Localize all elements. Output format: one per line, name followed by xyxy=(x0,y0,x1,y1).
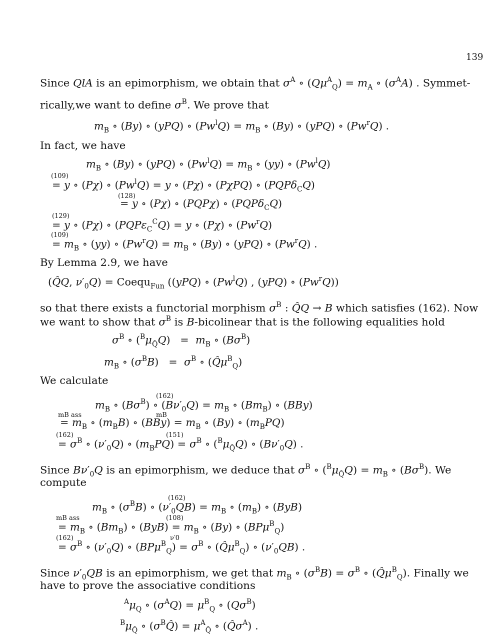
equation-tag: (151) xyxy=(166,431,184,439)
text-line: Since QlA is an epimorphism, we obtain that $\sigma^A$ ∘ $(Q\mu^A_Q) = m_A$ ∘ $(\sigma^AA)$ . Symmet- xyxy=(40,76,471,92)
equation-tag: (109) xyxy=(51,172,69,180)
equation-line: = $\sigma^B$ ∘ $(\nu'_0Q)$ ∘ $(m_BPQ) = \sigma^B$ ∘ $(^B\mu_{Q̂}Q)$ ∘ $(B\nu'_0Q)$ . xyxy=(58,437,304,453)
equation-line: (Q̂Q, $\nu'_0Q$) = Coequ$_{Fun}$ ((yPQ) ∘ (Pw$^l$Q) , (yPQ) ∘ (Pw$^r$Q)) xyxy=(48,275,339,291)
equation-line: = y ∘ (Pχ) ∘ (PQPε$_C^C$Q) = y ∘ (Pχ) ∘ (Pw$^r$Q) xyxy=(52,218,273,234)
equation-line: = $m_B$ ∘ (yy) ∘ $(Pw^rQ) = m_B$ ∘ (By) ∘ (yPQ) ∘ (Pw$^r$Q) . xyxy=(52,237,318,253)
text-line: Since $B\nu'_0Q$ is an epimorphism, we deduce that $\sigma^B$ ∘ $(^B\mu_{Q̂}Q) = m_B$ ∘ $(B\sigma^B)$. We xyxy=(40,463,452,479)
text-line: compute xyxy=(40,477,87,489)
text-line: In fact, we have xyxy=(40,140,126,152)
equation-tag: (128) xyxy=(118,192,136,200)
equation-line: = $m_B$ ∘ $(m_BB)$ ∘ $(BBy) = m_B$ ∘ (By) ∘ $(m_BPQ)$ xyxy=(60,417,285,432)
equation-tag: (162) xyxy=(156,392,174,400)
equation-tag: (162) xyxy=(168,494,186,502)
text-line: have to prove the associative conditions xyxy=(40,580,256,592)
equation-tag: (162) xyxy=(56,431,74,439)
equation-tag: (129) xyxy=(52,212,70,220)
equation-tag: mB xyxy=(156,411,167,419)
equation-line: = $\sigma^B$ ∘ $(\nu'_0Q)$ ∘ $(BP\mu^B_Q) = \sigma^B$ ∘ $(Q̂\mu^B_Q)$ ∘ $(\nu'_0QB)$ . xyxy=(58,540,306,556)
equation-line: $m_B$ ∘ $(B\sigma^B)$ ∘ $(B\nu'_0Q) = m_B$ ∘ $(Bm_B)$ ∘ (BBy) xyxy=(95,398,313,414)
text-line: so that there exists a functorial morphism $\sigma^B$ : Q̂Q → B which satisfies (162). Now xyxy=(40,301,479,315)
text-line: By Lemma 2.9, we have xyxy=(40,257,168,269)
equation-line: $\sigma^B$ ∘ $(^B\mu_{Q̂}Q) = m_B$ ∘ $(B\sigma^B)$ xyxy=(112,333,251,349)
equation-tag: mB ass xyxy=(58,411,82,419)
equation-line: $^A\mu_Q$ ∘ $(\sigma^AQ) = \mu^B_Q$ ∘ $(Q\sigma^B)$ xyxy=(124,598,256,614)
text-line: Since $\nu'_0QB$ is an epimorphism, we get that $m_B$ ∘ $(\sigma^BB) = \sigma^B$ ∘ $(Q̂\mu^B_Q)$. Finally we xyxy=(40,566,469,582)
equation-line: $m_B$ ∘ (By) ∘ (yPQ) ∘ $(Pw^lQ) = m_B$ ∘ (By) ∘ (yPQ) ∘ (Pw$^r$Q) . xyxy=(94,119,390,135)
equation-line: = y ∘ (Pχ) ∘ (PQPχ) ∘ (PQPδ$_C$Q) xyxy=(120,198,283,213)
text-line: we want to show that $\sigma^B$ is B-bicolinear that is the following equalities hold xyxy=(40,315,445,329)
text-line: We calculate xyxy=(40,375,109,387)
equation-tag: (108) xyxy=(166,514,184,522)
equation-line: = y ∘ (Pχ) ∘ $(Pw^lQ) = y$ ∘ (Pχ) ∘ (PχPQ) ∘ (PQPδ$_C$Q) xyxy=(52,178,315,194)
equation-line: $m_B$ ∘ (By) ∘ (yPQ) ∘ $(Pw^lQ) = m_B$ ∘ (yy) ∘ (Pw$^l$Q) xyxy=(86,157,331,173)
equation-line: $^B\mu_{Q̂}$ ∘ $(\sigma^BQ̂) = \mu^A_{Q̂}$ ∘ $(Q̂\sigma^A)$ . xyxy=(120,619,259,635)
equation-tag: mB ass xyxy=(56,514,80,522)
equation-tag: ν′0 xyxy=(170,534,180,542)
equation-line: $m_B$ ∘ $(\sigma^BB)$ ∘ $(\nu'_0QB) = m_B$ ∘ $(m_B)$ ∘ (ByB) xyxy=(92,500,302,516)
text-line: rically,we want to define $\sigma^B$. We prove that xyxy=(40,98,269,112)
equation-line: = $m_B$ ∘ $(Bm_B)$ ∘ $(ByB) = m_B$ ∘ (By) ∘ (BPμ$^B_Q$) xyxy=(58,520,285,536)
equation-tag: (162) xyxy=(56,534,74,542)
equation-tag: (109) xyxy=(51,231,69,239)
page-number: 139 xyxy=(466,53,484,63)
equation-line: $m_B$ ∘ $(\sigma^BB) = \sigma^B$ ∘ $(Q̂\mu^B_Q)$ xyxy=(104,355,243,371)
